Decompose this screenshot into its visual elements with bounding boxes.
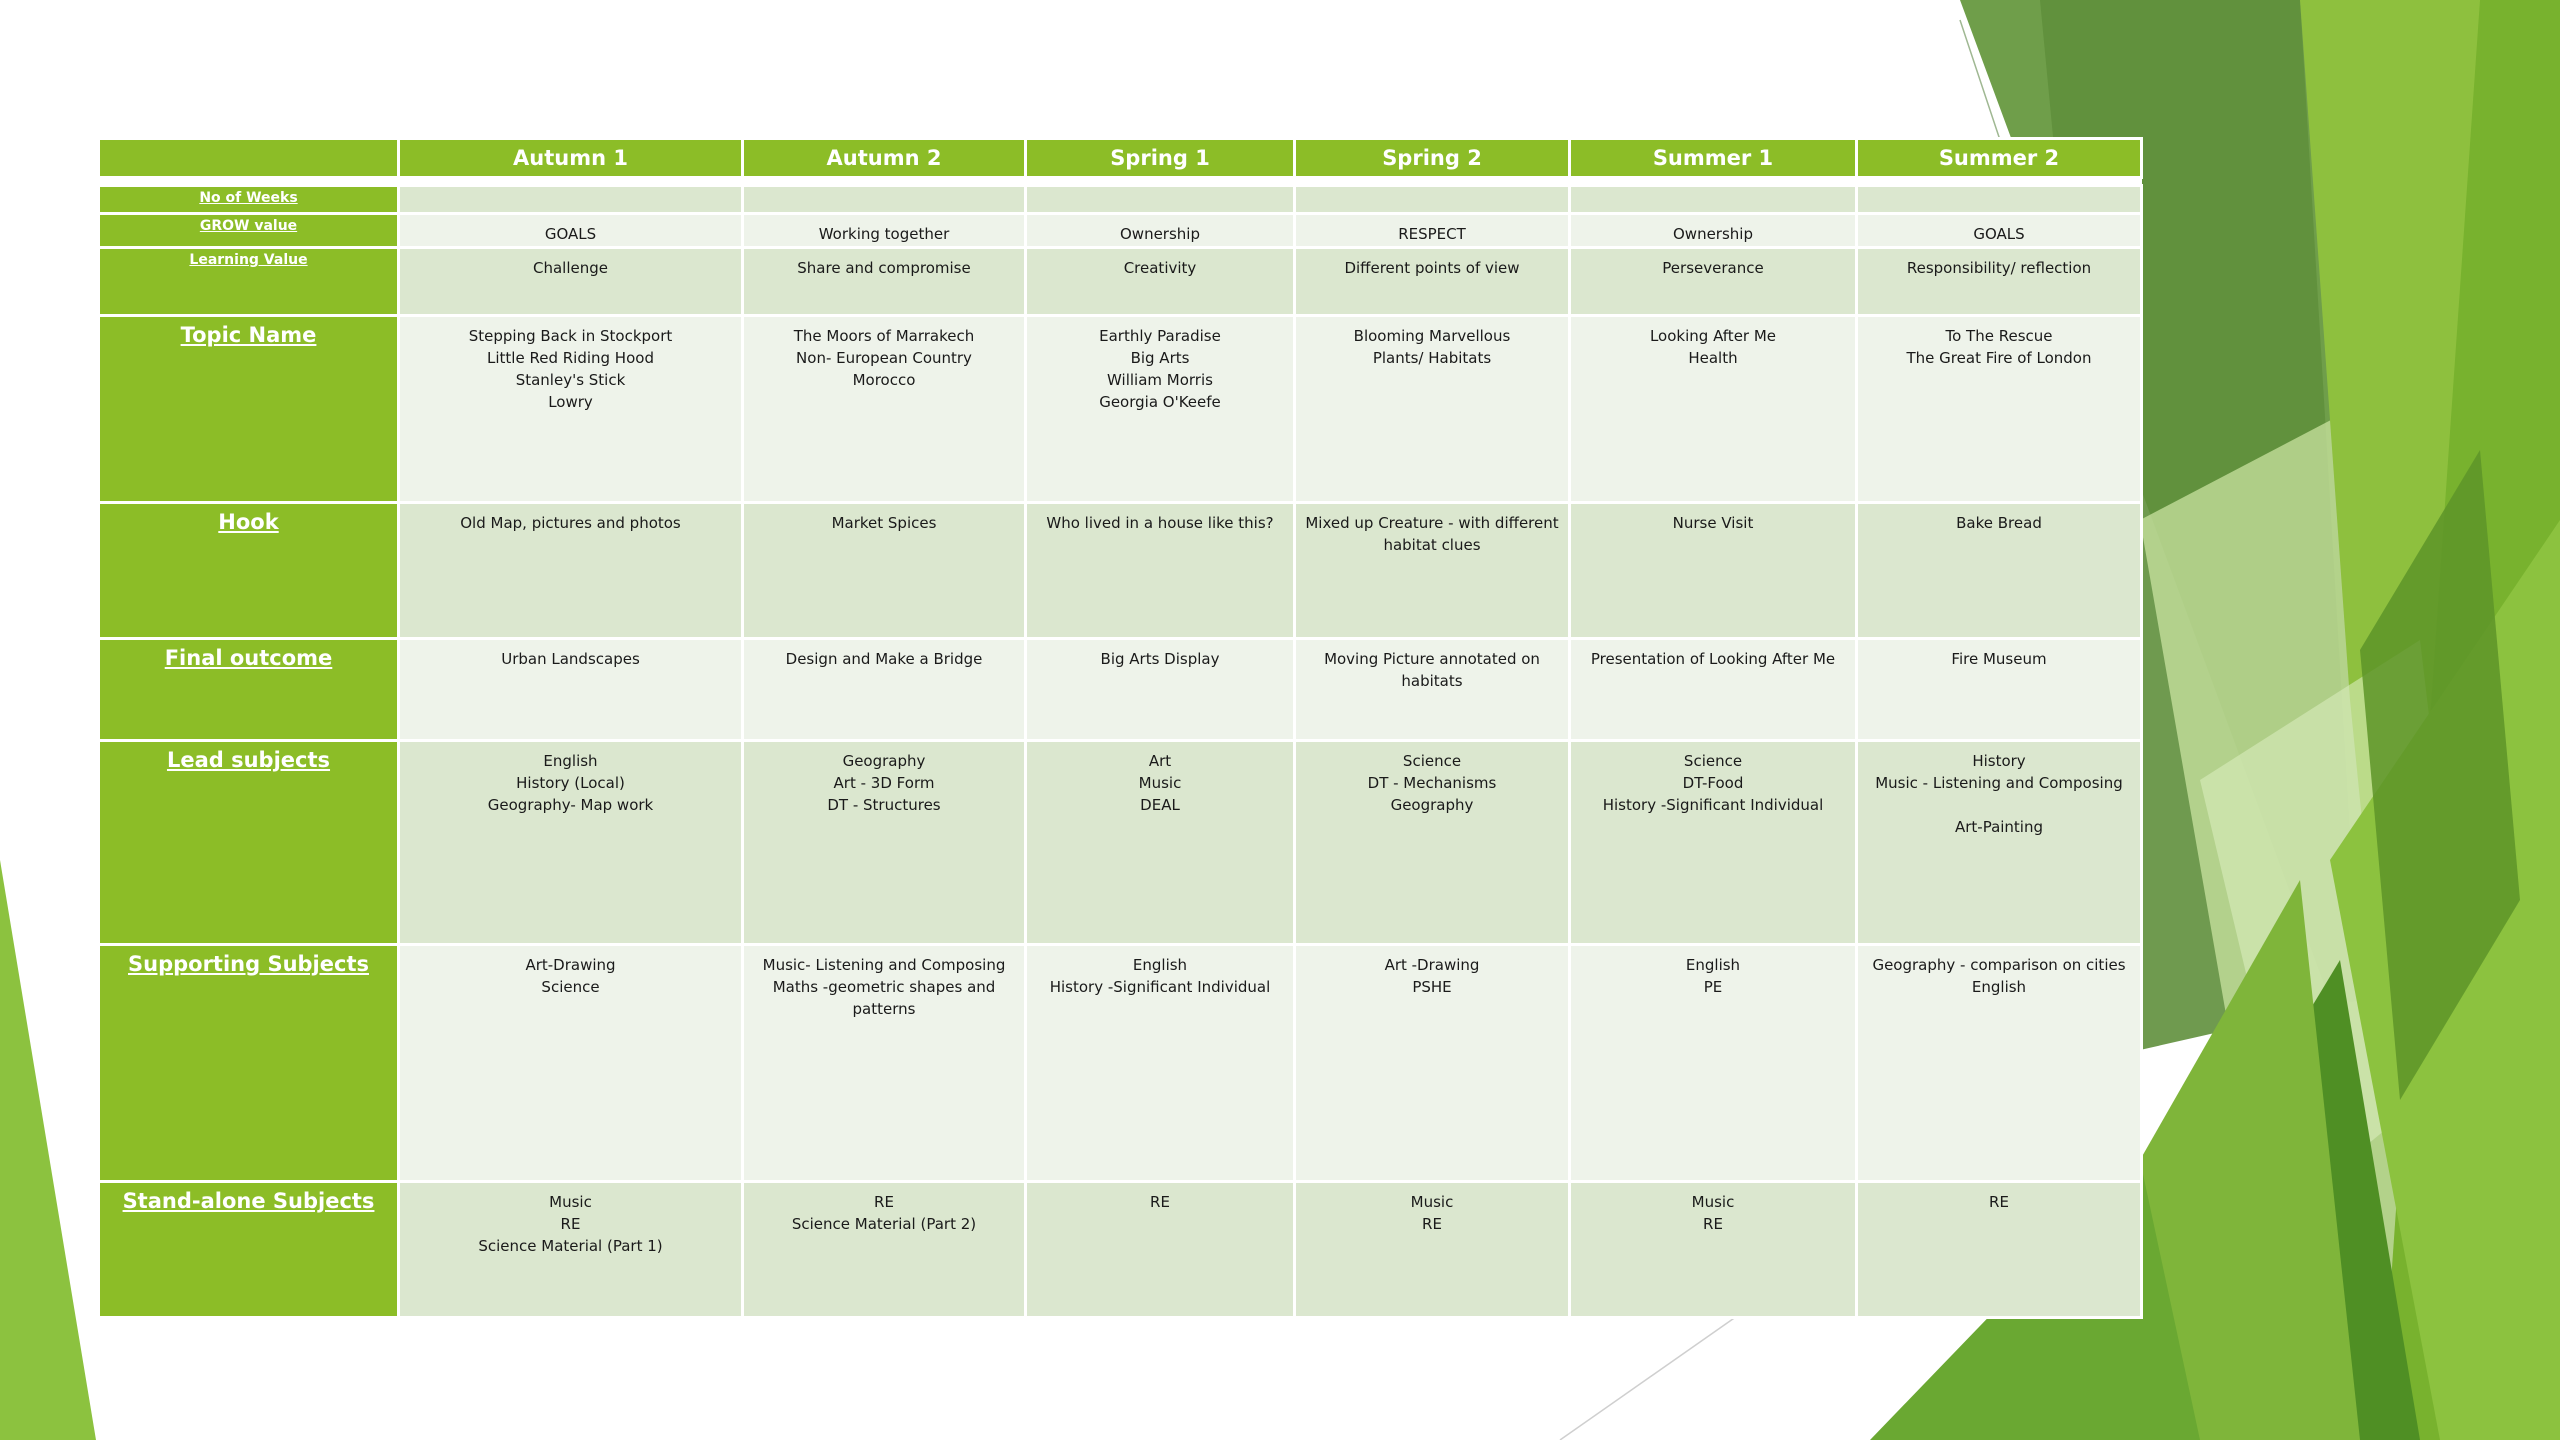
table-cell: Nurse Visit [1570,503,1857,639]
table-cell: GOALS [399,214,743,248]
table-cell: Old Map, pictures and photos [399,503,743,639]
table-cell: Fire Museum [1857,639,2142,741]
column-header: Autumn 1 [399,139,743,178]
table-cell: Challenge [399,248,743,316]
table-cell: RE Science Material (Part 2) [743,1182,1026,1318]
table-cell: Art Music DEAL [1026,741,1295,945]
table-cell: Who lived in a house like this? [1026,503,1295,639]
row-label: GROW value [99,214,399,248]
table-row-weeks [99,186,2142,214]
table-cell: Art -Drawing PSHE [1295,945,1570,1182]
table-cell [1295,186,1570,214]
table-cell: History Music - Listening and Composing Art-Painting [1857,741,2142,945]
table-cell: Ownership [1026,214,1295,248]
table-cell: Music RE Science Material (Part 1) [399,1182,743,1318]
table-cell: Mixed up Creature - with different habitat clues [1295,503,1570,639]
table-cell: Geography - comparison on cities English [1857,945,2142,1182]
table-cell [1570,186,1857,214]
table-row-topic [99,316,2142,503]
column-header: Spring 2 [1295,139,1570,178]
table-cell: Moving Picture annotated on habitats [1295,639,1570,741]
table-cell: Bake Bread [1857,503,2142,639]
row-label: Lead subjects [99,741,399,945]
table-cell: Urban Landscapes [399,639,743,741]
table-cell: Share and compromise [743,248,1026,316]
table-row-final-outcome [99,639,2142,741]
table-cell: English PE [1570,945,1857,1182]
table-cell [743,186,1026,214]
curriculum-table [97,137,2143,1319]
table-cell: Responsibility/ reflection [1857,248,2142,316]
table-cell: Design and Make a Bridge [743,639,1026,741]
column-header: Spring 1 [1026,139,1295,178]
table-cell: Music- Listening and Composing Maths -geometric shapes and patterns [743,945,1026,1182]
row-label: No of Weeks [99,186,399,214]
table-cell: Earthly Paradise Big Arts William Morris Georgia O'Keefe [1026,316,1295,503]
table-cell: Working together [743,214,1026,248]
header-corner [99,139,399,178]
row-label: Learning Value [99,248,399,316]
row-label: Final outcome [99,639,399,741]
table-cell: Geography Art - 3D Form DT - Structures [743,741,1026,945]
table-cell: English History -Significant Individual [1026,945,1295,1182]
header-row [99,139,2142,178]
column-header: Summer 2 [1857,139,2142,178]
table-cell: Creativity [1026,248,1295,316]
row-label: Topic Name [99,316,399,503]
table-cell: Music RE [1295,1182,1570,1318]
row-label: Hook [99,503,399,639]
table-cell: GOALS [1857,214,2142,248]
table-cell: Stepping Back in Stockport Little Red Riding Hood Stanley's Stick Lowry [399,316,743,503]
table-row-hook [99,503,2142,639]
table-cell: Presentation of Looking After Me [1570,639,1857,741]
table-cell: Blooming Marvellous Plants/ Habitats [1295,316,1570,503]
table-cell: RESPECT [1295,214,1570,248]
table-cell: Looking After Me Health [1570,316,1857,503]
table-cell [1026,186,1295,214]
column-header: Autumn 2 [743,139,1026,178]
table-cell: Perseverance [1570,248,1857,316]
table-cell [1857,186,2142,214]
table-cell: Market Spices [743,503,1026,639]
column-header: Summer 1 [1570,139,1857,178]
table-cell: Music RE [1570,1182,1857,1318]
row-label: Supporting Subjects [99,945,399,1182]
table-row-lead-subjects [99,741,2142,945]
header-gap [99,178,2142,186]
table-cell: RE [1857,1182,2142,1318]
table-row-learning-value [99,248,2142,316]
table-row-stand-alone-subjects [99,1182,2142,1318]
table-row-grow [99,214,2142,248]
row-label: Stand-alone Subjects [99,1182,399,1318]
table-row-supporting-subjects [99,945,2142,1182]
table-cell: The Moors of Marrakech Non- European Country Morocco [743,316,1026,503]
table-cell: Science DT-Food History -Significant Individual [1570,741,1857,945]
table-cell: Different points of view [1295,248,1570,316]
table-cell [399,186,743,214]
table-cell: Art-Drawing Science [399,945,743,1182]
table-cell: RE [1026,1182,1295,1318]
table-cell: To The Rescue The Great Fire of London [1857,316,2142,503]
table-cell: English History (Local) Geography- Map work [399,741,743,945]
table-cell: Science DT - Mechanisms Geography [1295,741,1570,945]
table-cell: Ownership [1570,214,1857,248]
table-cell: Big Arts Display [1026,639,1295,741]
